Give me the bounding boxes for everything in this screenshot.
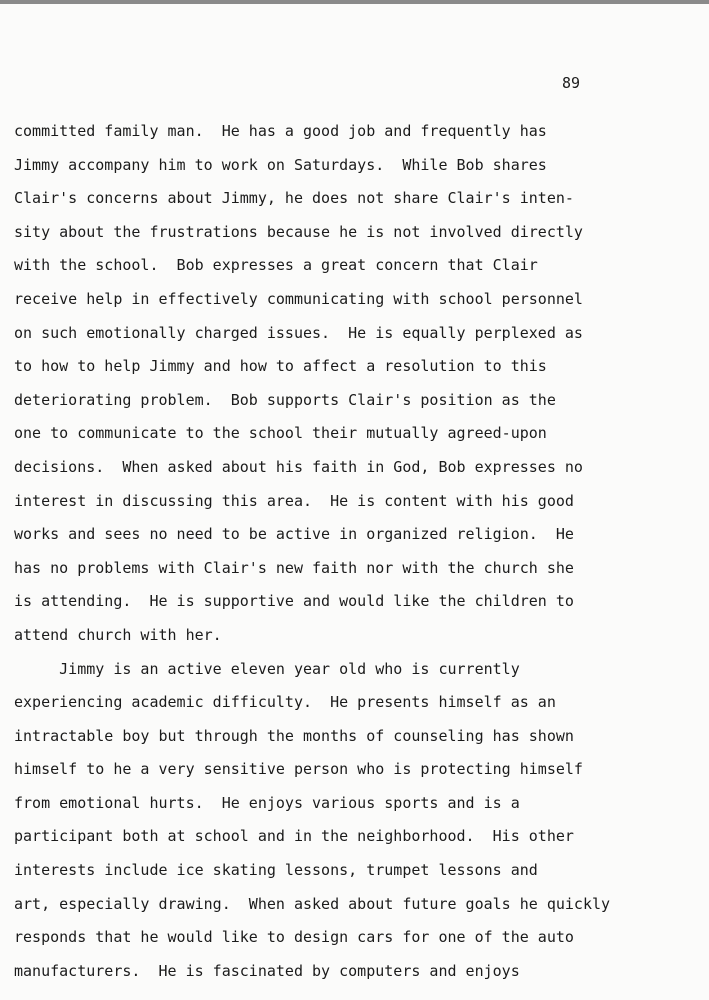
text-line: committed family man. He has a good job and frequently has	[14, 122, 547, 140]
text-line: from emotional hurts. He enjoys various sports and is a	[14, 793, 520, 812]
text-line: receive help in effectively communicating with school personnel	[14, 289, 583, 308]
text-line: to how to help Jimmy and how to affect a resolution to this	[14, 357, 547, 376]
text-line: art, especially drawing. When asked about future goals he quickly	[14, 894, 611, 913]
text-line: interest in discussing this area. He is content with his good	[14, 491, 574, 510]
text-line: Jimmy is an active eleven year old who is currently	[14, 659, 520, 678]
text-line: experiencing academic difficulty. He presents himself as an	[14, 693, 556, 712]
text-line: Jimmy accompany him to work on Saturdays. While Bob shares	[14, 155, 547, 174]
text-line: decisions. When asked about his faith in God, Bob expresses no	[14, 457, 583, 476]
text-line: attend church with her.	[14, 625, 222, 644]
text-line: is attending. He is supportive and would like the children to	[14, 592, 574, 611]
text-line: interests include ice skating lessons, trumpet lessons and	[14, 861, 538, 880]
text-line: responds that he would like to design cars for one of the auto	[14, 928, 574, 947]
text-line: himself to he a very sensitive person who is protecting himself	[14, 760, 583, 779]
text-line: one to communicate to the school their mutually agreed-upon	[14, 424, 547, 443]
text-line: with the school. Bob expresses a great concern that Clair	[14, 256, 538, 275]
text-line: works and sees no need to be active in organized religion. He	[14, 525, 574, 544]
text-line: manufacturers. He is fascinated by computers and enjoys	[14, 961, 520, 980]
page-top-edge	[0, 0, 709, 4]
text-line: has no problems with Clair's new faith nor with the church she	[14, 558, 574, 577]
text-line: intractable boy but through the months of counseling has shown	[14, 726, 574, 745]
text-line: sity about the frustrations because he is not involved directly	[14, 222, 583, 241]
text-line: on such emotionally charged issues. He is equally perplexed as	[14, 323, 583, 342]
text-line: deteriorating problem. Bob supports Clair's position as the	[14, 390, 556, 409]
body-text	[14, 120, 694, 993]
page-number: 89	[562, 74, 581, 92]
text-line: participant both at school and in the neighborhood. His other	[14, 827, 574, 846]
text-line: Clair's concerns about Jimmy, he does not share Clair's inten-	[14, 189, 574, 208]
